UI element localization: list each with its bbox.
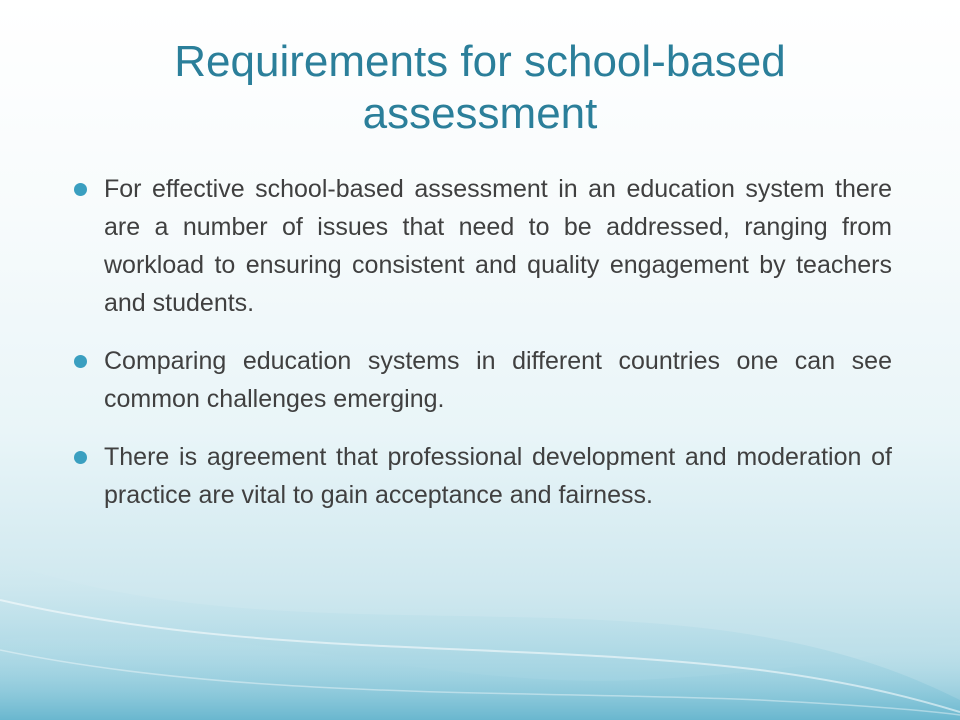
slide-title: Requirements for school-based assessment xyxy=(174,37,786,138)
bullet-text: There is agreement that professional development and moderation of practice are vital to gain acceptance and fairness. xyxy=(104,443,892,509)
bullet-dot-icon xyxy=(74,355,87,368)
bullet-text: Comparing education systems in different countries one can see common challenges emerging. xyxy=(104,347,892,413)
bullet-list xyxy=(72,170,892,534)
bullet-dot-icon xyxy=(74,183,87,196)
bullet-item xyxy=(72,438,892,514)
bullet-text: For effective school-based assessment in an education system there are a number of issues that need to be addressed, ranging from workload to ensuring consistent and quality engagement by teachers and students. xyxy=(104,175,892,317)
bullet-item xyxy=(72,342,892,418)
bullet-item xyxy=(72,170,892,322)
bullet-dot-icon xyxy=(74,451,87,464)
